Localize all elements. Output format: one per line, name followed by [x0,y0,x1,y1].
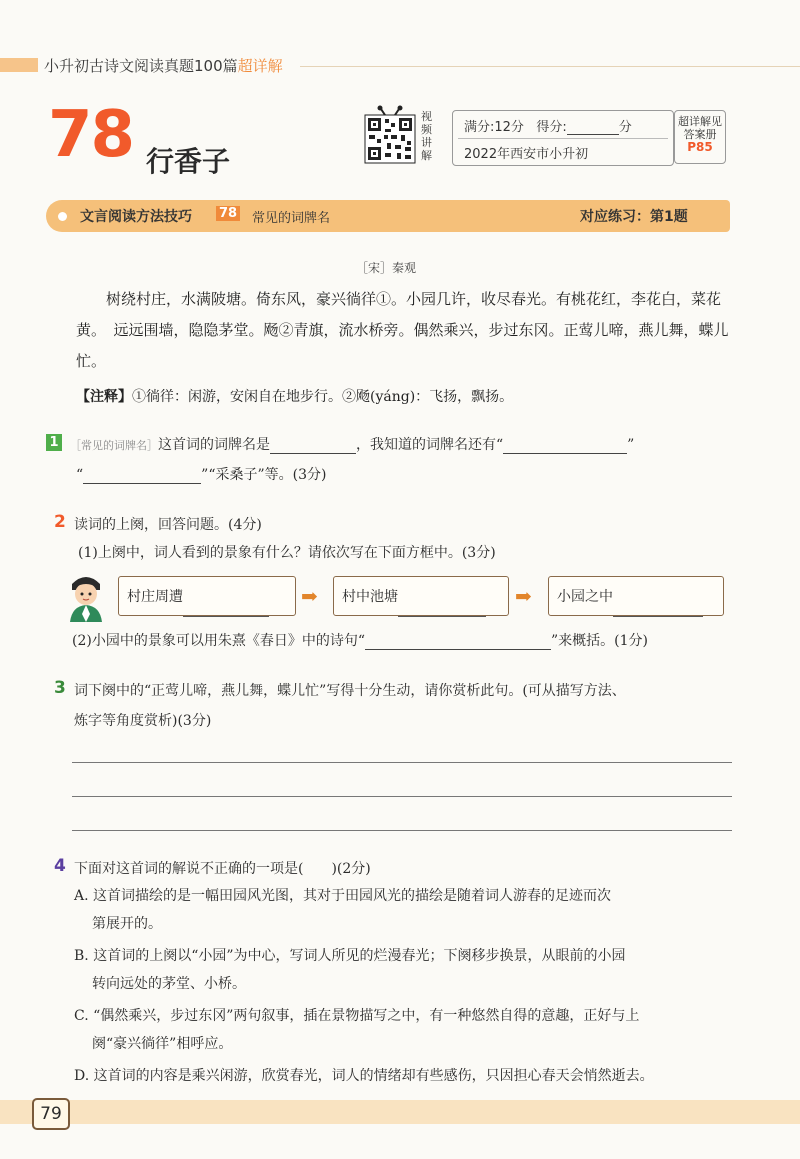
qr-caption: 视频讲解 [421,110,432,162]
scene-box-2 [333,576,509,616]
question-1-part3: ” [627,437,635,453]
scene-box-3 [548,576,724,616]
question-1-part4: “ [76,467,84,483]
banner-number: 78 [216,206,240,221]
banner-title: 文言阅读方法技巧 [80,209,192,225]
option-d-line1: D. 这首词的内容是乘兴闲游，欣赏春光，词人的情绪却有些感伤，只因担心春天会悄然逝去。 [74,1068,654,1084]
score-blank[interactable] [567,134,619,135]
right-arrow-icon: ➡ [515,584,532,608]
answer-blank[interactable] [365,633,551,650]
qr-code-icon[interactable] [363,105,417,165]
source-text: 2022年西安市小升初 [464,147,589,162]
banner-practice: 对应练习：第1题 [580,209,688,225]
score-label: 得分: [536,120,567,135]
question-3-line2: 炼字等角度赏析)(3分) [74,713,212,729]
option-b-line1: B. 这首词的上阕以“小园”为中心，写词人所见的烂漫春光；下阕移步换景，从眼前的小园 [74,948,626,964]
question-4-text: 下面对这首词的解说不正确的一项是( )(2分) [74,861,371,877]
answer-line[interactable] [72,796,732,797]
answer-reference [674,110,726,164]
series-name: 小升初古诗文阅读真题100篇 [44,57,238,75]
student-illustration [64,570,108,622]
question-1-number: 1 [46,434,62,451]
option-c-line2: 阕“豪兴徜徉”相呼应。 [92,1036,233,1052]
annotation [76,386,513,406]
question-1-line2 [76,464,326,484]
question-2-sub2 [72,630,648,650]
annotation-label: 【注释】 [76,389,132,405]
banner-subtitle: 常见的词牌名 [252,211,331,226]
scene-box-2-label: 村中池塘 [342,589,398,605]
option-a-line1: A. 这首词描绘的是一幅田园风光图，其对于田园风光的描绘是随着词人游春的足迹而次 [74,888,612,904]
score-divider [458,138,668,139]
poem-author: ［宋］秦观 [356,261,417,275]
question-2-sub1: (1)上阕中，词人看到的景象有什么？请依次写在下面方框中。(3分) [78,545,496,561]
scene-box-1-label: 村庄周遭 [127,589,183,605]
score-row [464,116,632,135]
option-b[interactable] [74,942,736,998]
option-a[interactable] [74,882,736,938]
annotation-text: ①徜徉：闲游，安闲自在地步行。②飏(yáng)：飞扬，飘扬。 [132,389,514,405]
question-3-number: 3 [54,678,66,698]
bullet-icon [58,212,67,221]
full-score: 满分:12分 [464,120,524,135]
answer-blank[interactable] [270,437,356,454]
answer-blank[interactable] [183,596,269,617]
question-1-part5: ”“采桑子”等。(3分) [201,467,327,483]
answer-ref-line2: 答案册 [683,128,717,141]
question-1-line1 [70,434,634,454]
answer-ref-line1: 超详解见 [678,115,722,128]
answer-line[interactable] [72,830,732,831]
scene-box-3-label: 小园之中 [557,589,613,605]
option-d[interactable] [74,1062,736,1090]
option-c-line1: C. “偶然乘兴，步过东冈”两句叙事，插在景物描写之中，有一种悠然自得的意趣，正好与上 [74,1008,640,1024]
question-3-line1: 词下阕中的“正莺儿啼，燕儿舞，蝶儿忙”写得十分生动，请你赏析此句。(可从描写方法、 [74,683,626,699]
option-a-line2: 第展开的。 [92,916,162,932]
page-number: 79 [32,1098,70,1130]
question-2-number: 2 [54,512,66,532]
question-4-number: 4 [54,856,66,876]
answer-blank[interactable] [503,437,627,454]
answer-blank[interactable] [83,467,201,484]
lesson-number: 78 [48,98,134,172]
question-2-sub2-b: ”来概括。(1分) [551,633,648,649]
answer-blank[interactable] [613,596,703,617]
option-b-line2: 转向远处的茅堂、小桥。 [92,976,246,992]
series-title [44,55,283,76]
option-c[interactable] [74,1002,736,1058]
question-1-part1: 这首词的词牌名是 [158,437,270,453]
scene-box-1 [118,576,296,616]
header-strip [0,58,38,72]
series-accent: 超详解 [237,57,283,75]
answer-page: P85 [687,140,713,154]
question-1-part2: ，我知道的词牌名还有“ [356,437,504,453]
score-unit: 分 [618,120,632,135]
footer-band [0,1100,800,1124]
question-2-sub2-a: (2)小园中的景象可以用朱熹《春日》中的诗句“ [72,633,365,649]
poem-text: 树绕村庄，水满陂塘。倚东风，豪兴徜徉①。小园几许，收尽春光。有桃花红，李花白，菜花黄。 远远围墙，隐隐茅堂。飏②青旗，流水桥旁。偶然乘兴，步过东冈。正莺儿啼，燕儿舞，蝶儿忙。 [76,290,729,370]
answer-blank[interactable] [398,596,486,617]
header-divider [300,66,800,67]
right-arrow-icon: ➡ [301,584,318,608]
lesson-title: 行香子 [146,145,231,178]
question-1-tag: ［常见的词牌名］ [70,439,158,452]
answer-line[interactable] [72,762,732,763]
question-2-text: 读词的上阕，回答问题。(4分) [74,517,262,533]
